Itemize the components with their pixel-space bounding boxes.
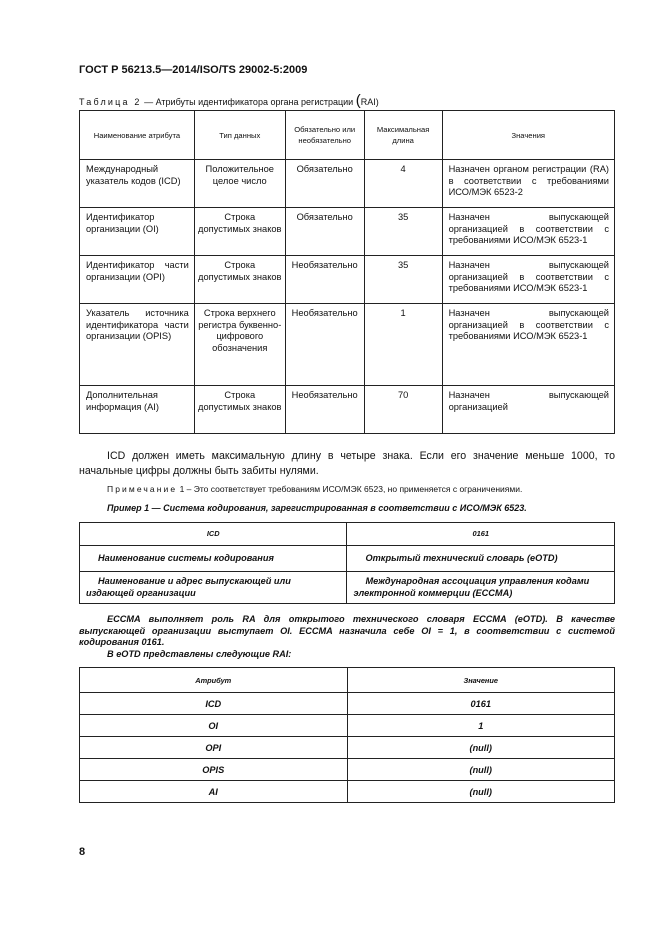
- eotd-rai-table: [79, 667, 615, 803]
- column-header: 0161: [347, 523, 615, 546]
- table-cell: OPIS: [80, 759, 348, 781]
- rai-attributes-table: [79, 110, 615, 434]
- table-2-label: Таблица 2: [79, 97, 142, 107]
- table-row: [80, 546, 615, 572]
- table-cell: Наименование и адрес выпускающей или издающей организации: [80, 572, 347, 604]
- table-cell: Открытый технический словарь (eOTD): [347, 546, 615, 572]
- table-cell: Строка верхнего регистра буквенно-цифрового обозначения: [194, 304, 285, 386]
- table-cell: Наименование системы кодирования: [80, 546, 347, 572]
- table-cell: ICD: [80, 693, 348, 715]
- table-cell: 1: [347, 715, 615, 737]
- table-cell: Необязательно: [285, 386, 364, 434]
- table-header-row: [80, 523, 615, 546]
- table-cell: (null): [347, 759, 615, 781]
- table-row: [80, 160, 615, 208]
- table-row: [80, 572, 615, 604]
- table-cell: Идентификатор организации (OI): [80, 208, 195, 256]
- table-cell: Международный указатель кодов (ICD): [80, 160, 195, 208]
- table-cell: Назначен органом регистрации (RA) в соответствии с требованиями ИСО/МЭК 6523-2: [442, 160, 614, 208]
- table-row: [80, 208, 615, 256]
- table-row: [80, 737, 615, 759]
- table-cell: (null): [347, 781, 615, 803]
- column-header: ICD: [80, 523, 347, 546]
- table-cell: Дополнительная информация (AI): [80, 386, 195, 434]
- page-number: 8: [79, 846, 86, 858]
- table-row: [80, 386, 615, 434]
- table-cell: 35: [364, 208, 442, 256]
- coding-system-table: [79, 522, 615, 604]
- column-header: Атрибут: [80, 668, 348, 693]
- column-header: Наименование атрибута: [80, 111, 195, 160]
- column-header: Максимальная длина: [364, 111, 442, 160]
- table-cell: 1: [364, 304, 442, 386]
- table-row: [80, 693, 615, 715]
- table-cell: 0161: [347, 693, 615, 715]
- note-text: 1 – Это соответствует требованиям ИСО/МЭК 6523, но применяется с ограничениями.: [179, 484, 523, 494]
- table-cell: Идентификатор части организации (OPI): [80, 256, 195, 304]
- table-cell: 70: [364, 386, 442, 434]
- table-row: [80, 781, 615, 803]
- example-1-heading: Пример 1 — Система кодирования, зарегистрированная в соответствии с ИСО/МЭК 6523.: [107, 503, 527, 513]
- column-header: Значение: [347, 668, 615, 693]
- table-cell: OI: [80, 715, 348, 737]
- table-cell: (null): [347, 737, 615, 759]
- column-header: Тип данных: [194, 111, 285, 160]
- table-cell: Назначен выпускающей организацией в соответствии с требованиями ИСО/МЭК 6523-1: [442, 256, 614, 304]
- table-2-abbr: RAI): [360, 97, 379, 107]
- table-cell: Строка допустимых знаков: [194, 256, 285, 304]
- column-header: Значения: [442, 111, 614, 160]
- rai-intro: В eOTD представлены следующие RAI:: [107, 648, 292, 659]
- note-label: Примечание: [107, 484, 178, 494]
- table-cell: Назначен выпускающей организацией в соответствии с требованиями ИСО/МЭК 6523-1: [442, 304, 614, 386]
- ecma-paragraph: ECCMA выполняет роль RA для открытого технического словаря ECCMA (eOTD). В качестве выпускающей организации выступает OI. ECCMA назначила себе OI = 1, в соответствии с системой кодирования 0161.: [79, 614, 615, 648]
- table-cell: Международная ассоциация управления кодами электронной коммерции (ECCMA): [347, 572, 615, 604]
- table-cell: 4: [364, 160, 442, 208]
- table-row: [80, 256, 615, 304]
- table-row: [80, 759, 615, 781]
- table-2-caption: [79, 92, 379, 109]
- table-row: [80, 715, 615, 737]
- document-header: ГОСТ Р 56213.5—2014/ISO/TS 29002-5:2009: [79, 64, 308, 76]
- table-cell: Необязательно: [285, 256, 364, 304]
- table-cell: 35: [364, 256, 442, 304]
- table-2-paren: (: [355, 92, 361, 109]
- table-cell: Обязательно: [285, 208, 364, 256]
- icd-paragraph: ICD должен иметь максимальную длину в четыре знака. Если его значение меньше 1000, то начальные цифры должны быть забиты нулями.: [79, 450, 615, 477]
- ecma-paragraphs: [79, 614, 615, 660]
- note-1: [107, 484, 522, 494]
- table-cell: OPI: [80, 737, 348, 759]
- table-cell: Строка допустимых знаков: [194, 386, 285, 434]
- table-cell: Назначен выпускающей организацией: [442, 386, 614, 434]
- table-cell: Положительное целое число: [194, 160, 285, 208]
- table-header-row: [80, 668, 615, 693]
- column-header: Обязательно или необязательно: [285, 111, 364, 160]
- table-cell: AI: [80, 781, 348, 803]
- table-cell: Указатель источника идентификатора части организации (OPIS): [80, 304, 195, 386]
- table-cell: Обязательно: [285, 160, 364, 208]
- table-2-title: — Атрибуты идентификатора органа регистрации: [144, 97, 354, 107]
- table-header-row: [80, 111, 615, 160]
- table-row: [80, 304, 615, 386]
- table-cell: Необязательно: [285, 304, 364, 386]
- table-cell: Назначен выпускающей организацией в соответствии с требованиями ИСО/МЭК 6523-1: [442, 208, 614, 256]
- table-cell: Строка допустимых знаков: [194, 208, 285, 256]
